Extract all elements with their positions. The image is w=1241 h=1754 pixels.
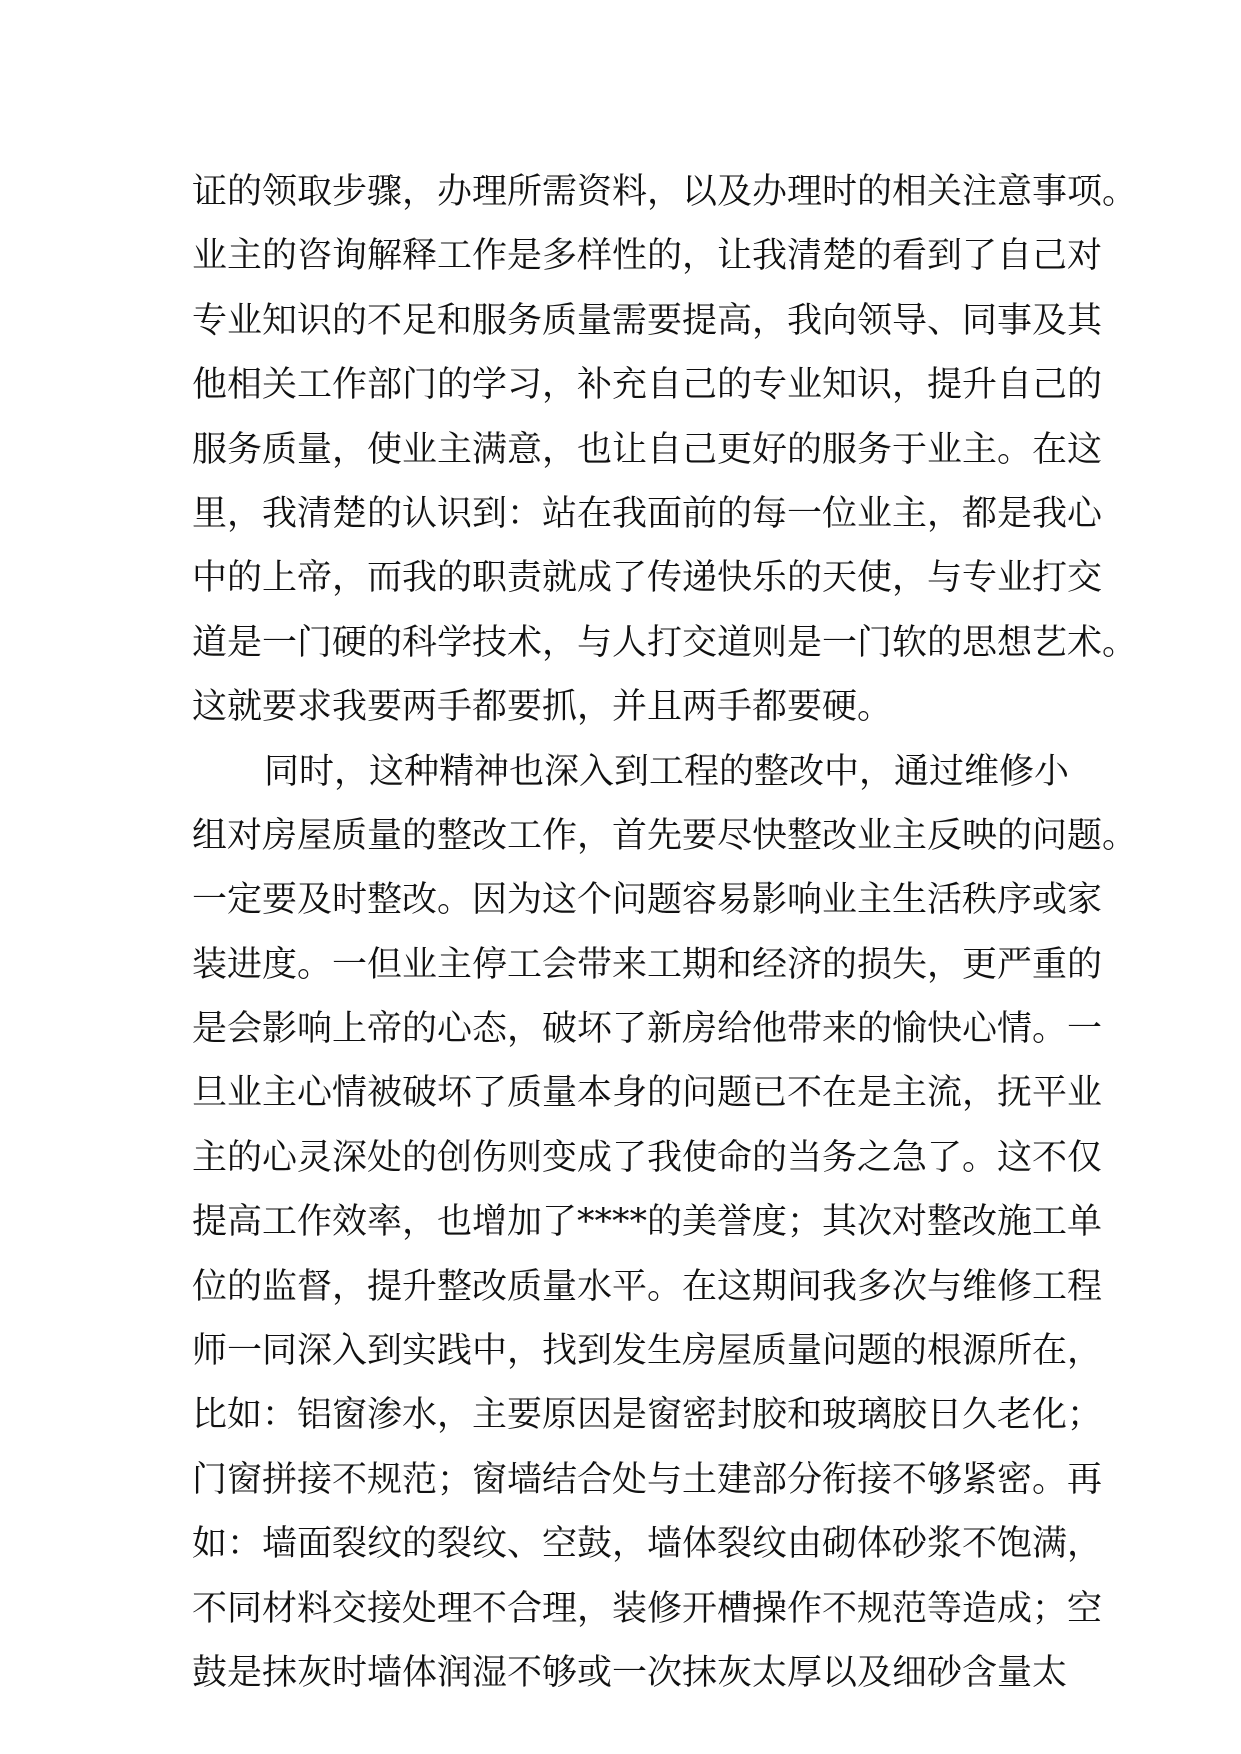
text-line: 门窗拼接不规范；窗墙结合处与土建部分衔接不够紧密。再 [192, 1459, 1103, 1500]
text-line: 比如：铝窗渗水，主要原因是窗密封胶和玻璃胶日久老化； [192, 1395, 1103, 1436]
text-line: 这就要求我要两手都要抓，并且两手都要硬。 [192, 687, 893, 728]
text-line: 主的心灵深处的创伤则变成了我使命的当务之急了。这不仅 [192, 1137, 1103, 1178]
text-line: 师一同深入到实践中，找到发生房屋质量问题的根源所在， [192, 1331, 1103, 1372]
text-line: 里，我清楚的认识到：站在我面前的每一位业主，都是我心 [192, 493, 1103, 534]
text-line: 专业知识的不足和服务质量需要提高，我向领导、同事及其 [192, 300, 1103, 341]
paragraph-start-line: 同时，这种精神也深入到工程的整改中，通过维修小 [264, 751, 1070, 792]
text-line: 一定要及时整改。因为这个问题容易影响业主生活秩序或家 [192, 880, 1103, 921]
text-line: 装进度。一但业主停工会带来工期和经济的损失，更严重的 [192, 944, 1103, 985]
text-line: 旦业主心情被破坏了质量本身的问题已不在是主流，抚平业 [192, 1073, 1103, 1114]
text-line: 位的监督，提升整改质量水平。在这期间我多次与维修工程 [192, 1266, 1103, 1307]
text-line: 证的领取步骤，办理所需资料，以及办理时的相关注意事项。 [192, 172, 1138, 212]
text-line: 提高工作效率，也增加了****的美誉度；其次对整改施工单 [192, 1202, 1103, 1243]
text-line: 服务质量，使业主满意，也让自己更好的服务于业主。在这 [192, 429, 1103, 470]
text-line: 中的上帝，而我的职责就成了传递快乐的天使，与专业打交 [192, 558, 1103, 599]
text-line: 如：墙面裂纹的裂纹、空鼓，墙体裂纹由砌体砂浆不饱满， [192, 1524, 1103, 1565]
text-line: 不同材料交接处理不合理，装修开槽操作不规范等造成；空 [192, 1588, 1103, 1629]
text-line: 道是一门硬的科学技术，与人打交道则是一门软的思想艺术。 [192, 622, 1138, 663]
text-line: 是会影响上帝的心态，破坏了新房给他带来的愉快心情。一 [192, 1009, 1103, 1050]
text-line: 他相关工作部门的学习，补充自己的专业知识，提升自己的 [192, 365, 1103, 406]
text-line: 鼓是抹灰时墙体润湿不够或一次抹灰太厚以及细砂含量太 [192, 1652, 1068, 1693]
body-text [192, 160, 1138, 1705]
text-line: 组对房屋质量的整改工作，首先要尽快整改业主反映的问题。 [192, 815, 1138, 856]
text-line: 业主的咨询解释工作是多样性的，让我清楚的看到了自己对 [192, 236, 1103, 277]
